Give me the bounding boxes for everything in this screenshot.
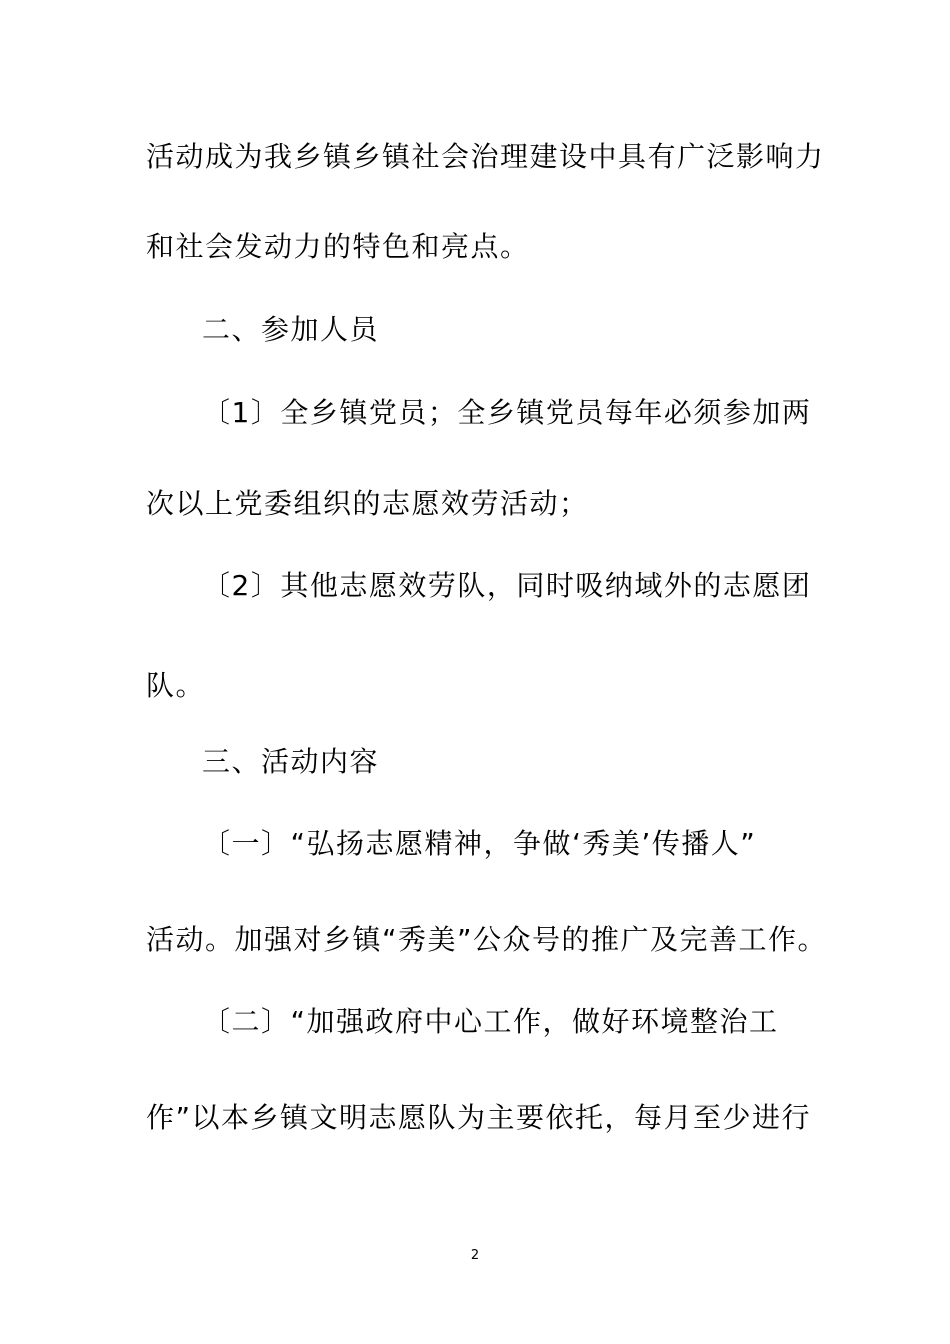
section-heading: 三、活动内容 (202, 745, 380, 778)
paragraph-line: 〔1〕全乡镇党员；全乡镇党员每年必须参加两 (202, 396, 812, 429)
paragraph-line: 作”以本乡镇文明志愿队为主要依托，每月至少进行 (146, 1101, 812, 1134)
paragraph-line: 队。 (146, 669, 206, 702)
page-number: 2 (470, 1248, 480, 1263)
paragraph-line: 〔2〕其他志愿效劳队，同时吸纳域外的志愿团 (202, 569, 812, 602)
paragraph-line: 和社会发动力的特色和亮点。 (146, 230, 530, 263)
paragraph-line: 活动。加强对乡镇“秀美”公众号的推广及完善工作。 (146, 923, 828, 956)
paragraph-line: 次以上党委组织的志愿效劳活动； (146, 487, 589, 520)
paragraph-line: 〔二〕“加强政府中心工作，做好环境整治工 (202, 1005, 779, 1038)
paragraph-line: 〔一〕“弘扬志愿精神，争做‘秀美’传播人” (202, 827, 757, 860)
section-heading: 二、参加人员 (202, 313, 380, 346)
paragraph-line: 活动成为我乡镇乡镇社会治理建设中具有广泛影响力 (146, 140, 825, 173)
